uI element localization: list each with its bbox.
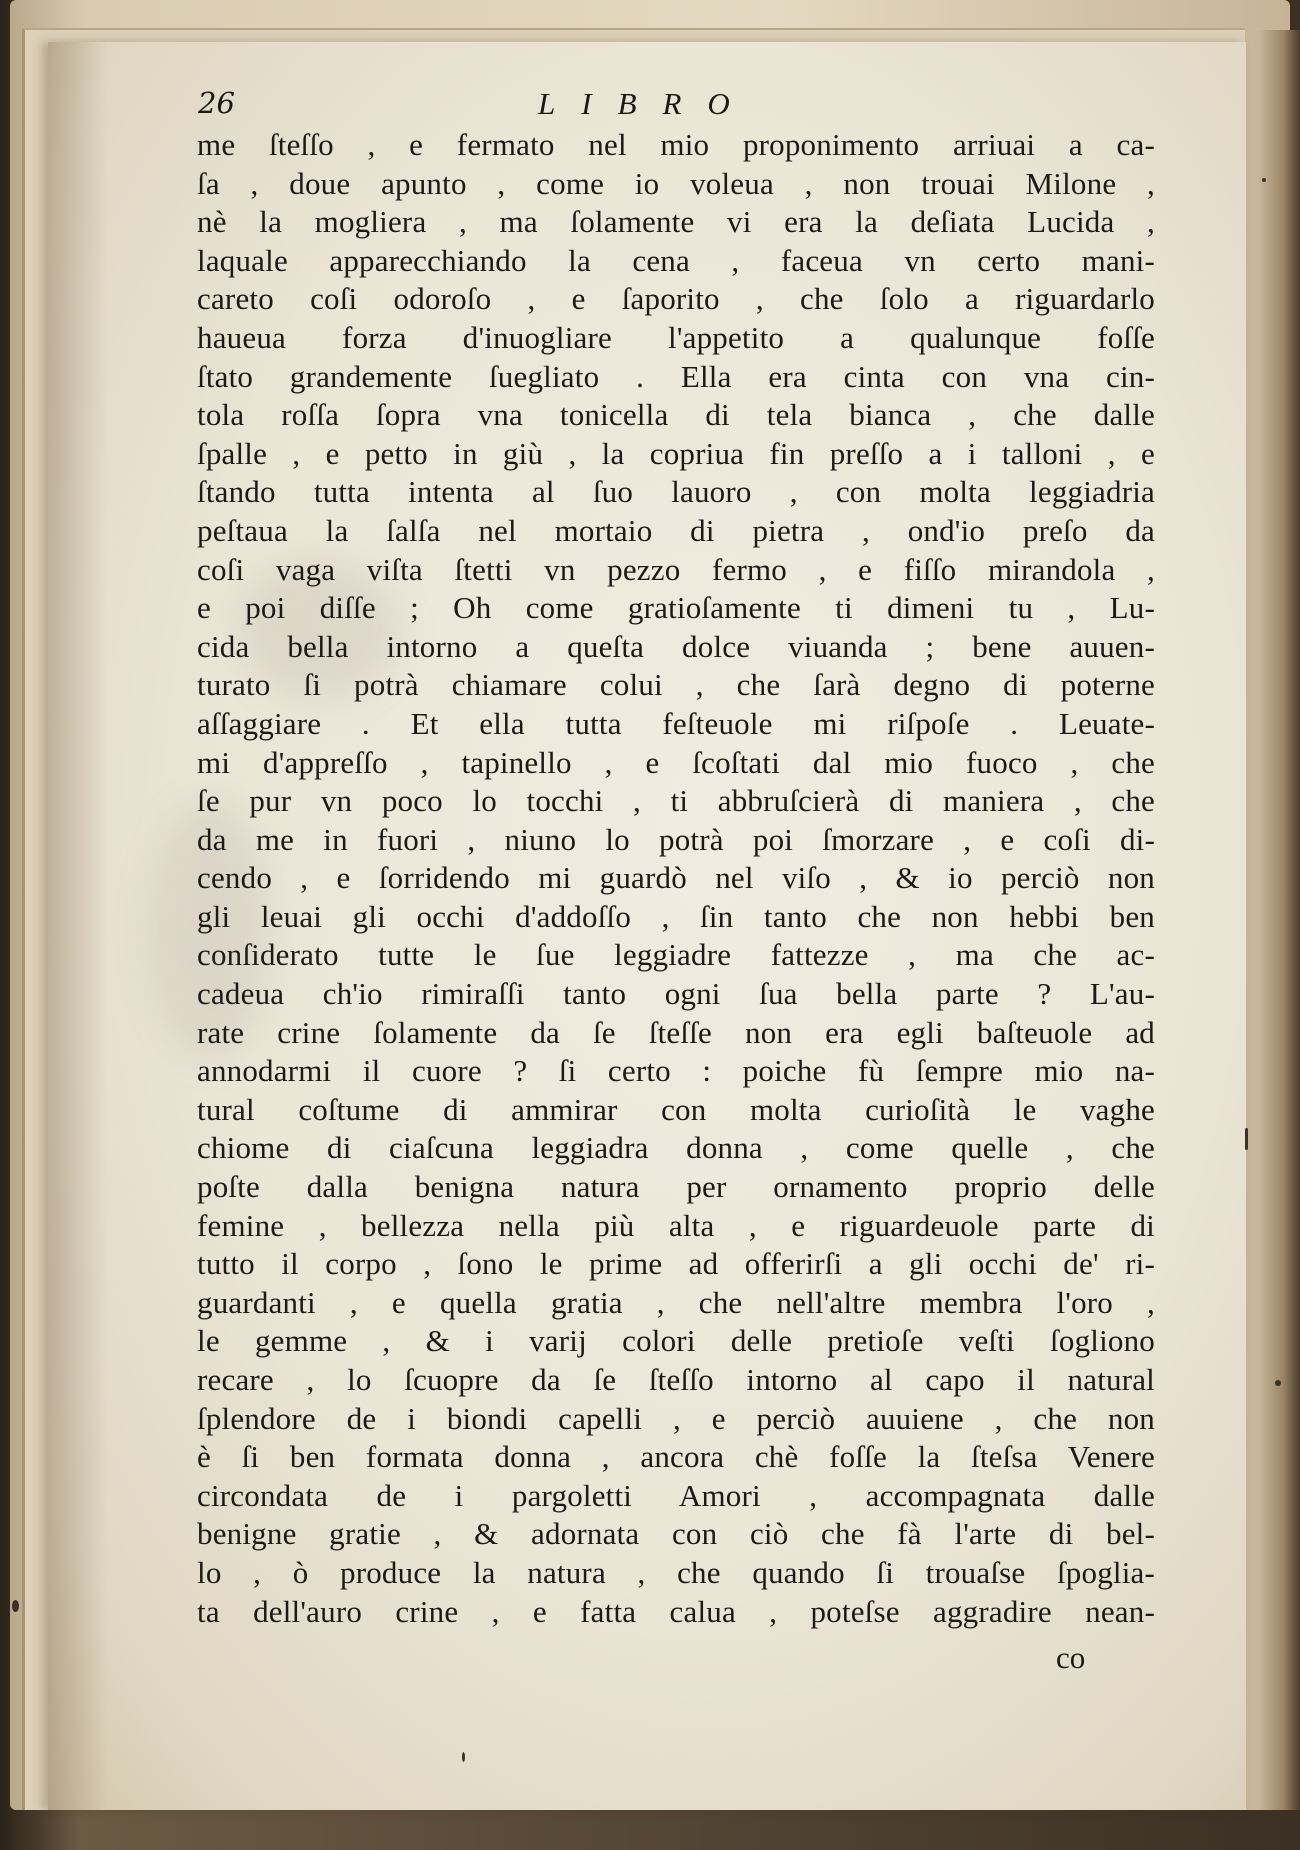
ink-speck bbox=[462, 1752, 465, 1762]
text-line: chiome di ciaſcuna leggiadra donna , come quelle , che bbox=[197, 1130, 1155, 1166]
text-line: cida bella intorno a queſta dolce viuanda ; bene auuen- bbox=[197, 628, 1155, 664]
page-edge-right bbox=[1258, 30, 1300, 1810]
text-line: ta dell'auro crine , e fatta calua , poteſse aggradire nean- bbox=[197, 1593, 1155, 1629]
text-line: cadeua ch'io rimiraſſi tanto ogni ſua bella parte ? L'au- bbox=[197, 976, 1155, 1012]
text-line: ſa , doue apunto , come io voleua , non trouai Milone , bbox=[197, 165, 1155, 201]
text-line: rate crine ſolamente da ſe ſteſſe non era egli baſteuole ad bbox=[197, 1014, 1155, 1050]
page-number: 26 bbox=[198, 86, 235, 120]
text-line: cendo , e ſorridendo mi guardò nel viſo , & io perciò non bbox=[197, 860, 1155, 896]
text-line: e poi diſſe ; Oh come gratioſamente ti dimeni tu , Lu- bbox=[197, 590, 1155, 626]
text-block bbox=[197, 126, 1155, 1631]
text-line: lo , ò produce la natura , che quando ſi trouaſse ſpoglia- bbox=[197, 1554, 1155, 1590]
text-line: me ſteſſo , e fermato nel mio proponimento arriuai a ca- bbox=[197, 127, 1155, 162]
gutter-shadow bbox=[48, 42, 108, 1810]
ink-speck bbox=[1262, 178, 1266, 182]
text-line: laquale apparecchiando la cena , faceua vn certo mani- bbox=[197, 242, 1155, 278]
text-line: tola roſſa ſopra vna tonicella di tela bianca , che dalle bbox=[197, 397, 1155, 433]
text-line: mi d'appreſſo , tapinello , e ſcoſtati dal mio fuoco , che bbox=[197, 744, 1155, 780]
text-line: careto coſi odoroſo , e ſaporito , che ſolo a riguardarlo bbox=[197, 281, 1155, 317]
ink-speck bbox=[1275, 1380, 1281, 1386]
text-line: femine , bellezza nella più alta , e riguardeuole parte di bbox=[197, 1207, 1155, 1243]
running-head bbox=[198, 86, 1148, 126]
catchword: co bbox=[1056, 1640, 1086, 1675]
text-line: da me in fuori , niuno lo potrà poi ſmorzare , e coſi di- bbox=[197, 821, 1155, 857]
text-line: turato ſi potrà chiamare colui , che ſarà degno di poterne bbox=[197, 667, 1155, 703]
text-line: aſſaggiare . Et ella tutta feſteuole mi riſpoſe . Leuate- bbox=[197, 705, 1155, 741]
text-line: nè la mogliera , ma ſolamente vi era la deſiata Lucida , bbox=[197, 204, 1155, 240]
text-line: ſplendore de i biondi capelli , e perciò auuiene , che non bbox=[197, 1400, 1155, 1436]
text-line: ſtato grandemente ſuegliato . Ella era cinta con vna cin- bbox=[197, 358, 1155, 394]
text-line: ſpalle , e petto in giù , la copriua fin preſſo a i talloni , e bbox=[197, 435, 1155, 471]
text-line: guardanti , e quella gratia , che nell'altre membra l'oro , bbox=[197, 1284, 1155, 1320]
text-line: annodarmi il cuore ? ſi certo : poiche fù ſempre mio na- bbox=[197, 1053, 1155, 1089]
text-line: peſtaua la ſalſa nel mortaio di pietra , ond'io preſo da bbox=[197, 512, 1155, 548]
text-line: circondata de i pargoletti Amori , accompagnata dalle bbox=[197, 1477, 1155, 1513]
text-line: recare , lo ſcuopre da ſe ſteſſo intorno al capo il natural bbox=[197, 1362, 1155, 1397]
text-line: conſiderato tutte le ſue leggiadre fattezze , ma che ac- bbox=[197, 937, 1155, 973]
running-title: LIBRO bbox=[538, 86, 756, 121]
text-line: haueua forza d'inuogliare l'appetito a qualunque foſſe bbox=[197, 319, 1155, 355]
text-line: coſi vaga viſta ſtetti vn pezzo fermo , e fiſſo mirandola , bbox=[197, 551, 1155, 587]
text-line: gli leuai gli occhi d'addoſſo , ſin tanto che non hebbi ben bbox=[197, 898, 1155, 934]
text-line: benigne gratie , & adornata con ciò che fà l'arte di bel- bbox=[197, 1516, 1155, 1552]
ink-speck bbox=[1245, 1128, 1248, 1150]
text-line: le gemme , & i varij colori delle pretioſe veſti ſogliono bbox=[197, 1323, 1155, 1359]
ink-speck bbox=[12, 1600, 19, 1612]
text-line: tutto il corpo , ſono le prime ad offerirſi a gli occhi de' ri- bbox=[197, 1246, 1155, 1282]
text-line: ſtando tutta intenta al ſuo lauoro , con molta leggiadria bbox=[197, 474, 1155, 510]
text-line: poſte dalla benigna natura per ornamento proprio delle bbox=[197, 1169, 1155, 1205]
text-line: ſe pur vn poco lo tocchi , ti abbruſcierà di maniera , che bbox=[197, 783, 1155, 819]
text-line: tural coſtume di ammirar con molta curioſità le vaghe bbox=[197, 1091, 1155, 1127]
text-line: è ſi ben formata donna , ancora chè foſſe la ſteſsa Venere bbox=[197, 1439, 1155, 1475]
